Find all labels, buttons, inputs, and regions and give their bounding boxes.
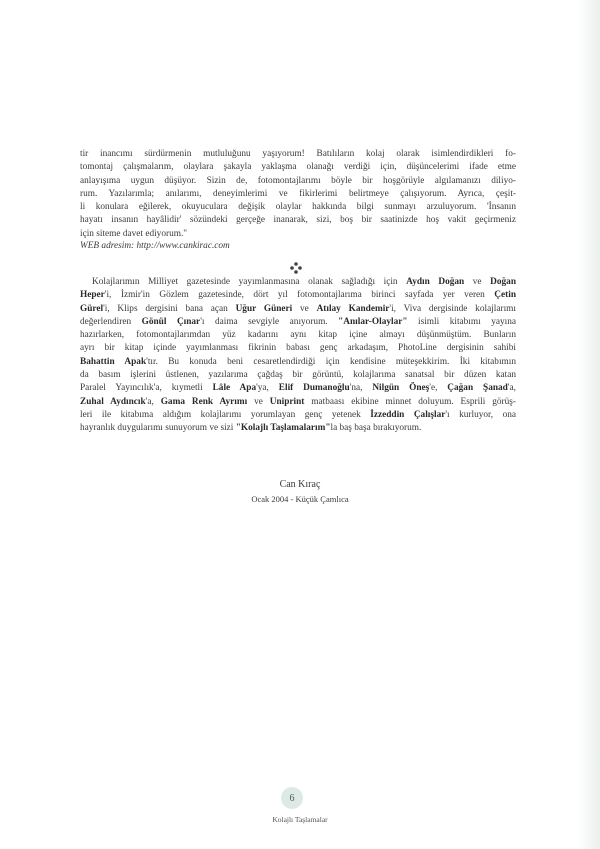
acknowledgements-paragraph: [80, 276, 516, 436]
bold-name: Gama Renk Ayrımı: [160, 396, 248, 407]
text-line: [80, 276, 516, 289]
bold-name: Elif Dumanoğlu: [278, 383, 350, 394]
bold-name: "Anılar-Olaylar": [338, 316, 408, 327]
text-run: 'na,: [349, 383, 373, 394]
text-run: 'e,: [429, 383, 448, 394]
text-run: ve: [292, 303, 317, 314]
text-line: [80, 422, 516, 435]
text-run: 'i, Viva dergisinde kolajlarımı: [389, 303, 516, 314]
text-run: Kolajlarımın Milliyet gazetesinde yayımlanmasına olanak sağladığı için: [92, 277, 407, 287]
signature-date: Ocak 2004 - Küçük Çamlıca: [251, 494, 349, 504]
text-run: 'a,: [507, 383, 516, 394]
text-line: için siteme davet ediyorum.": [80, 228, 188, 239]
text-line: [80, 303, 516, 316]
book-title-footer: Kolajlı Taşlamalar: [272, 815, 328, 824]
bold-name: Gönül Çınar: [141, 316, 201, 327]
text-run: da basım işlerini üstlenen, yazılarıma çağdaş bir görüntü, kolajlarıma sanatsal bir düzen katan: [80, 370, 516, 381]
bold-name: Çetin: [494, 290, 516, 301]
text-run: ayrı bir kitap içinde yayımlanması fikrinin babası genç arkadaşım, PhotoLine dergisinin sahibi: [80, 343, 516, 354]
text-run: isimli kitabımı yayına: [407, 316, 516, 327]
text-run: hayranlık duygularımı sunuyorum ve sizi: [80, 423, 236, 434]
text-run: hazırlarken, fotomontajlarımdan yüz kadarını aynı kitap içine almayı düşünmüştüm. Bunların: [80, 330, 516, 341]
text-run: 'a,: [145, 396, 161, 407]
bold-name: Uniprint: [269, 396, 305, 407]
text-line: [80, 369, 516, 382]
text-run: değerlendiren: [80, 316, 142, 327]
web-address: WEB adresim: http://www.cankirac.com: [80, 241, 230, 251]
text-run: ve: [247, 396, 270, 407]
bold-name: Heper: [80, 290, 105, 301]
text-line: hayatı insanın hayâlidir' sözündeki gerçeğe inanarak, sizi, boş bir saatinizde hoş vakit geçirmeniz: [80, 215, 516, 226]
text-line: [80, 329, 516, 342]
bold-name: Zuhal Aydıncık: [80, 396, 146, 407]
bold-name: İzzeddin Çalışlar: [370, 409, 446, 420]
text-run: leri ile kitabıma aldığım kolajlarımı yorumlayan genç yetenek: [80, 409, 371, 420]
text-line: [80, 289, 516, 302]
text-run: Paralel Yayıncılık'a, kıymetli: [80, 383, 213, 394]
text-run: 'i, Klips dergisini bana açan: [103, 303, 236, 314]
text-run: 'ya,: [256, 383, 279, 394]
bold-name: Atılay Kandemir: [316, 303, 390, 314]
text-run: matbaası ekibine minnet doluyum. Esprili görüş-: [304, 396, 516, 407]
text-line: [80, 396, 516, 409]
text-run: la baş başa bırakıyorum.: [330, 423, 422, 434]
bold-name: Doğan: [490, 277, 516, 287]
bold-name: "Kolajlı Taşlamalarım": [235, 423, 331, 434]
text-run: 'ı kurluyor, ona: [445, 409, 516, 420]
intro-paragraph: [80, 148, 516, 241]
bold-name: Nilgün Öneş: [372, 383, 430, 394]
bold-name: Aydın Doğan: [406, 277, 465, 287]
text-line: tomontaj çalışmalarım, olaylara şakayla yaklaşma olanağı verdiği için, düşüncelerimi ifade etme: [80, 162, 516, 173]
bold-name: Lâle Apa: [212, 383, 257, 394]
author-name: Can Kıraç: [279, 479, 321, 490]
text-line: tir inancımı sürdürmenin mutluluğunu yaşıyorum! Batılıların kolaj olarak isimlendirdikleri fo-: [80, 149, 516, 159]
text-line: [80, 316, 516, 329]
page-number: 6: [281, 787, 303, 809]
page-edge-shadow: [578, 0, 600, 849]
text-line: [80, 409, 516, 422]
ornament-icon: [289, 261, 303, 275]
text-line: anlayışıma uygun düşüyor. Sizin de, fotomontajlarımı böyle bir hoşgörüyle algılamanızı diliyo-: [80, 175, 516, 186]
bold-name: Uğur Güneri: [235, 303, 293, 314]
text-line: [80, 356, 516, 369]
bold-name: Gürel: [80, 303, 104, 314]
text-line: rum. Yazılarımla; anılarımı, deneyimlerimi ve fikirlerimi belirtmeye çalışıyorum. Ayrıca, çeşit-: [80, 188, 516, 199]
text-run: ve: [464, 277, 491, 287]
bold-name: Çağan Şanad: [447, 383, 508, 394]
text-line: [80, 342, 516, 355]
text-line: [80, 382, 516, 395]
text-run: 'tır. Bu konuda beni cesaretlendirdiği için kendisine müteşekkirim. İki kitabımın: [146, 356, 516, 367]
text-line: li konulara eğilerek, okuyuculara değişik olaylar hakkında bilgi sunmayı arzuluyorum. 'İnsanın: [80, 202, 516, 213]
text-run: 'ı daima sevgiyle anıyorum.: [200, 316, 339, 327]
text-run: 'i, İzmir'in Gözlem gazetesinde, dört yıl fotomontajlarıma birinci sayfada yer veren: [104, 290, 495, 301]
bold-name: Bahattin Apak: [80, 356, 147, 367]
